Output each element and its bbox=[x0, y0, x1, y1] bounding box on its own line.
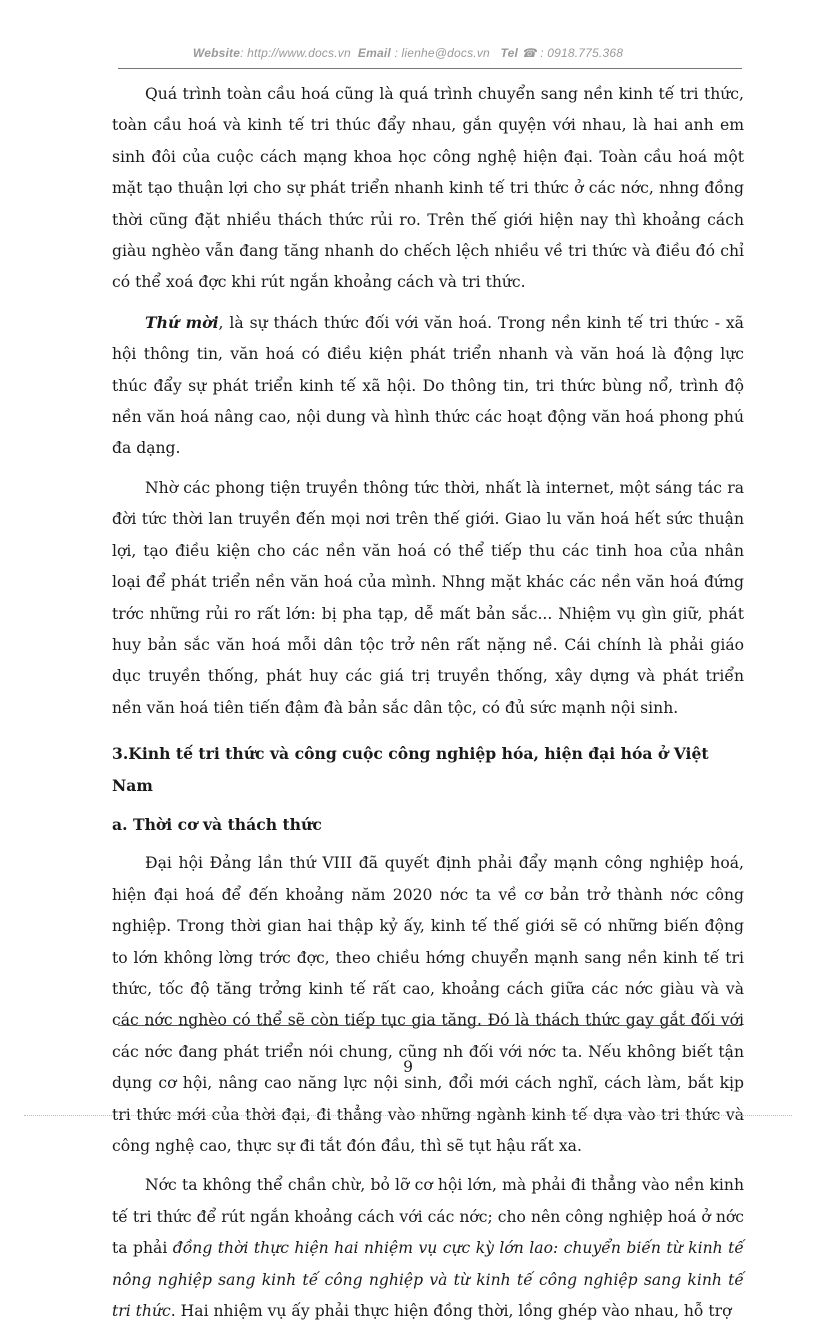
paragraph-culture-text: , là sự thách thức đối với văn hoá. Trong nền kinh tế tri thức - xã hội thông tin, văn hoá có điều kiện phát triển nhanh và văn hoá là động lực thúc đẩy sự phát triển kinh tế xã hội. Do thông tin, tri thức bùng nổ, trình độ nền văn hoá nâng cao, nội dung và hình thức các hoạt động văn hoá phong phú đa dạng. bbox=[112, 313, 744, 458]
website-label: Website bbox=[192, 46, 241, 60]
section-heading: 3.Kinh tế tri thức và công cuộc công nghiệp hóa, hiện đại hóa ở Việt Nam bbox=[112, 744, 709, 795]
paragraph-two-tasks bbox=[112, 1170, 744, 1327]
document-body bbox=[112, 79, 744, 1327]
paragraph-two-tasks-emphasis: đồng thời thực hiện hai nhiệm vụ cực kỳ lớn lao: chuyển biến từ kinh tế nông nghiệp sang kinh tế công nghiệp và từ kinh tế công nghiệp sang kinh tế tri thức bbox=[112, 1239, 744, 1321]
footer-divider bbox=[118, 1025, 742, 1026]
page-number: 9 bbox=[403, 1058, 413, 1076]
paragraph-culture-challenge bbox=[112, 307, 744, 465]
page-header bbox=[0, 46, 816, 60]
email-label: Email bbox=[357, 46, 391, 60]
email-value: : lienhe@docs.vn bbox=[390, 46, 490, 60]
tel-value: ☎ : 0918.775.368 bbox=[518, 46, 624, 60]
website-value: : http://www.docs.vn bbox=[240, 46, 351, 60]
paragraph-globalization: Quá trình toàn cầu hoá cũng là quá trình chuyển sang nền kinh tế tri thức, toàn cầu hoá và kinh tế tri thúc đẩy nhau, gắn quyện với nhau, là hai anh em sinh đôi của cuộc cách mạng khoa học công nghệ hiện đại. Toàn cầu hoá một mặt tạo thuận lợi cho sự phát triển nhanh kinh tế tri thức ở các nớc, nhng đồng thời cũng đặt nhiều thách thức rủi ro. Trên thế giới hiện nay thì khoảng cách giàu nghèo vẫn đang tăng nhanh do chếch lệch nhiều về tri thức và điều đó chỉ có thể xoá đợc khi rút ngắn khoảng cách và tri thức. bbox=[112, 85, 744, 292]
paragraph-media: Nhờ các phong tiện truyền thông tức thời, nhất là internet, một sáng tác ra đời tức thời lan truyền đến mọi nơi trên thế giới. Giao lu văn hoá hết sức thuận lợi, tạo điều kiện cho các nền văn hoá có thể tiếp thu các tinh hoa của nhân loại để phát triển nền văn hoá của mình. Nhng mặt khác các nền văn hoá đứng trớc những rủi ro rất lớn: bị pha tạp, dễ mất bản sắc... Nhiệm vụ gìn giữ, phát huy bản sắc văn hoá mỗi dân tộc trở nên rất nặng nề. Cái chính là phải giáo dục truyền thống, phát huy các giá trị truyền thống, xây dựng và phát triển nền văn hoá tiên tiến đậm đà bản sắc dân tộc, có đủ sức mạnh nội sinh. bbox=[112, 478, 744, 717]
paragraph-two-tasks-end: . Hai nhiệm vụ ấy phải thực hiện đồng thời, lồng ghép vào nhau, hỗ trợ bbox=[170, 1302, 732, 1321]
tel-label: Tel bbox=[500, 46, 518, 60]
paragraph-lead-term: Thứ mời bbox=[145, 312, 219, 332]
page-bottom-border bbox=[24, 1115, 792, 1116]
paragraph-two-tasks-start: Nớc ta không thể chần chừ, bỏ lỡ cơ hội lớn, mà phải đi thẳng vào nền kinh tế tri thức để rút ngắn khoảng cách với các nớc; cho nên công nghiệp hoá ở nớc ta phải bbox=[112, 1176, 744, 1258]
paragraph-party-congress: Đại hội Đảng lần thứ VIII đã quyết định phải đẩy mạnh công nghiệp hoá, hiện đại hoá để đến khoảng năm 2020 nớc ta về cơ bản trở thành nớc công nghiệp. Trong thời gian hai thập kỷ ấy, kinh tế thế giới sẽ có những biến động to lớn không lờng trớc đợc, theo chiều hớng chuyển mạnh sang nền kinh tế tri thức, tốc độ tăng trởng kinh tế rất cao, khoảng cách giữa các nớc giàu và và các nớc nghèo có thể sẽ còn tiếp tục gia tăng. Đó là thách thức gay gắt đối với các nớc đang phát triển nói chung, cũng nh đối với nớc ta. Nếu không biết tận dụng cơ hội, nâng cao năng lực nội sinh, đổi mới cách nghĩ, cách làm, bắt kịp tri thức mới của thời đại, đi thẳng vào những ngành kinh tế dựa vào tri thức và công nghệ cao, thực sự đi tắt đón đầu, thì sẽ tụt hậu rất xa. bbox=[112, 854, 744, 1155]
header-divider bbox=[118, 68, 742, 69]
subsection-heading: a. Thời cơ và thách thức bbox=[112, 814, 322, 834]
